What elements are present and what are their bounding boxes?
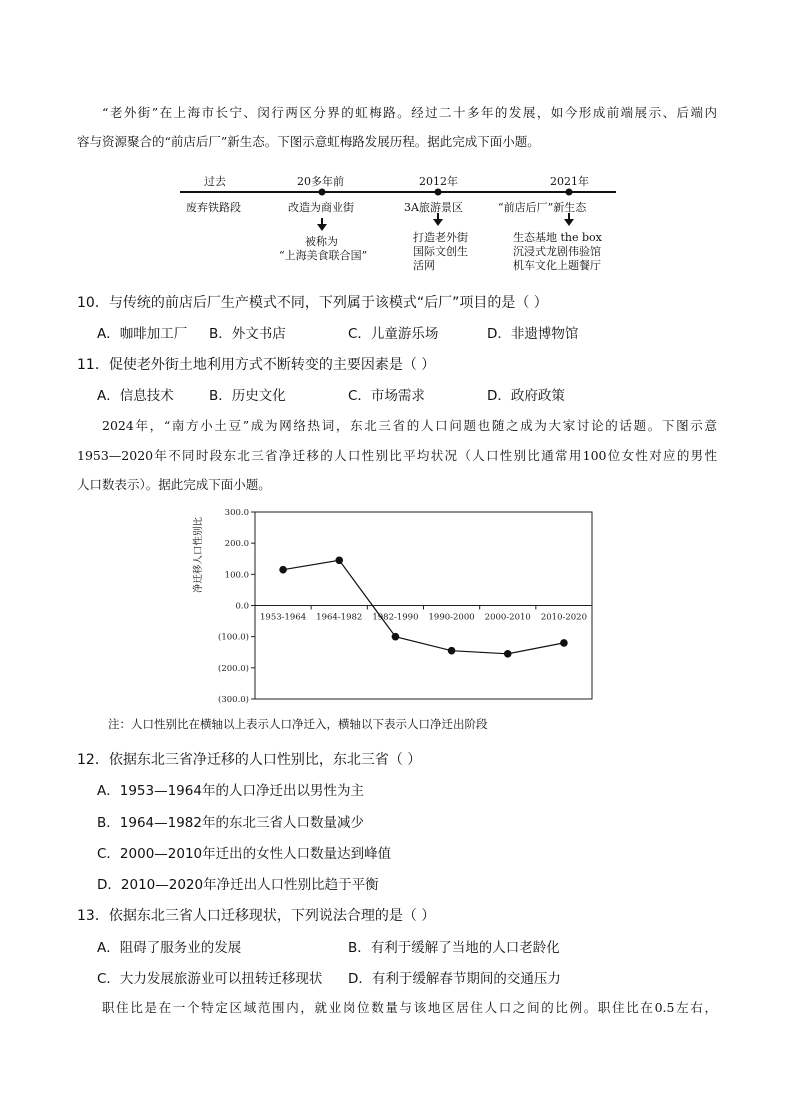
intro2-line1: 2024年，“南方小土豆”成为网络热词，东北三省的人口问题也随之成为大家讨论的话题。下图示意 (102, 418, 717, 433)
timeline-sub: 生态基地 the box (513, 231, 602, 244)
q10-option-d[interactable]: D．非遗博物馆 (487, 326, 579, 342)
chart-y-tick-label: (300.0) (218, 695, 249, 705)
intro1-line1: “老外街”在上海市长宁、闵行两区分界的虹梅路。经过二十多年的发展，如今形成前端展示、后端内 (102, 105, 717, 120)
timeline-period: 过去 (204, 175, 226, 188)
q11-option-b[interactable]: B．历史文化 (209, 388, 286, 404)
chart-data-point (279, 566, 287, 574)
chart-data-point (392, 633, 400, 641)
q12-option-c[interactable]: C．2000—2010年迁出的女性人口数量达到峰值 (97, 846, 392, 862)
q12-option-d[interactable]: D．2010—2020年净迁出人口性别比趋于平衡 (97, 877, 379, 893)
q12-option-a[interactable]: A．1953—1964年的人口净迁出以男性为主 (97, 783, 364, 799)
q10-option-a[interactable]: A．咖啡加工厂 (97, 326, 188, 342)
chart-x-tick-label: 1953-1964 (260, 612, 307, 623)
chart-y-axis-label: 净迁移人口性别比 (193, 516, 204, 594)
chart-x-tick-label: 1982-1990 (372, 612, 419, 623)
intro2-line3: 人口数表示）。据此完成下面小题。 (77, 477, 271, 492)
intro3-line1: 职住比是在一个特定区域范围内，就业岗位数量与该地区居住人口之间的比例。职住比在0.5左右， (102, 1000, 717, 1015)
chart-x-tick-label: 1990-2000 (428, 612, 475, 623)
chart-note: 注：人口性别比在横轴以上表示人口净迁入，横轴以下表示人口净迁出阶段 (108, 717, 488, 731)
chart-x-tick-label: 2010-2020 (540, 612, 587, 623)
chart-y-tick-label: 100.0 (224, 570, 249, 581)
q10-option-b[interactable]: B．外文书店 (209, 326, 286, 342)
intro1-line2: 容与资源聚合的“前店后厂”新生态。下图示意虹梅路发展历程。据此完成下面小题。 (77, 134, 540, 149)
q11-option-c[interactable]: C．市场需求 (348, 388, 425, 404)
timeline-sub: 活网 (413, 259, 435, 272)
timeline-sub: 打造老外街 (413, 231, 468, 244)
timeline-event: 废弃铁路段 (186, 201, 241, 214)
timeline-sub: 机车文化上题餐厅 (513, 259, 601, 272)
q13-option-a[interactable]: A．阻碍了服务业的发展 (97, 940, 242, 956)
timeline-sub: 国际文创生 (413, 245, 468, 258)
q12-option-b[interactable]: B．1964—1982年的东北三省人口数量减少 (97, 815, 364, 831)
q11-option-a[interactable]: A．信息技术 (97, 388, 174, 404)
q13-stem: 13．依据东北三省人口迁移现状，下列说法合理的是（ ） (77, 908, 436, 924)
chart-y-tick-label: 300.0 (224, 508, 249, 518)
chart-x-tick-label: 2000-2010 (484, 612, 531, 623)
chart-y-tick-label: (200.0) (218, 663, 249, 674)
chart-data-point (560, 639, 568, 647)
timeline-event: 3A旅游景区 (404, 201, 463, 214)
chart-data-point (448, 647, 456, 655)
q13-option-c[interactable]: C．大力发展旅游业可以扭转迁移现状 (97, 971, 323, 987)
timeline-period: 20多年前 (297, 175, 344, 188)
chart-y-tick-label: (100.0) (218, 632, 249, 643)
q12-stem: 12．依据东北三省净迁移的人口性别比，东北三省（ ） (77, 752, 422, 768)
chart-x-tick-label: 1964-1982 (316, 612, 363, 623)
timeline-sub: 被称为 (305, 235, 338, 248)
intro2-line2: 1953—2020年不同时段东北三省净迁移的人口性别比平均状况（人口性别比通常用100位女性对应的男性 (77, 448, 717, 463)
q13-option-b[interactable]: B．有利于缓解了当地的人口老龄化 (348, 940, 560, 956)
q10-stem: 10．与传统的前店后厂生产模式不同，下列属于该模式“后厂”项目的是（ ） (77, 295, 548, 311)
chart-y-tick-label: 0.0 (235, 601, 249, 612)
timeline-period: 2021年 (550, 175, 589, 188)
q10-option-c[interactable]: C．儿童游乐场 (348, 326, 439, 342)
chart-data-point (504, 650, 512, 658)
q13-option-d[interactable]: D．有利于缓解春节期间的交通压力 (348, 971, 561, 987)
timeline-event: 改造为商业街 (288, 201, 354, 214)
timeline-sub: “上海美食联合国” (279, 249, 368, 262)
timeline-event: “前店后厂”新生态 (498, 201, 587, 214)
chart-data-point (335, 557, 343, 565)
q11-option-d[interactable]: D．政府政策 (487, 388, 565, 404)
timeline-sub: 沉浸式龙剧伟验馆 (513, 245, 601, 258)
q11-stem: 11．促使老外街土地利用方式不断转变的主要因素是（ ） (77, 357, 436, 373)
chart-y-tick-label: 200.0 (224, 539, 249, 550)
timeline-period: 2012年 (419, 175, 458, 188)
